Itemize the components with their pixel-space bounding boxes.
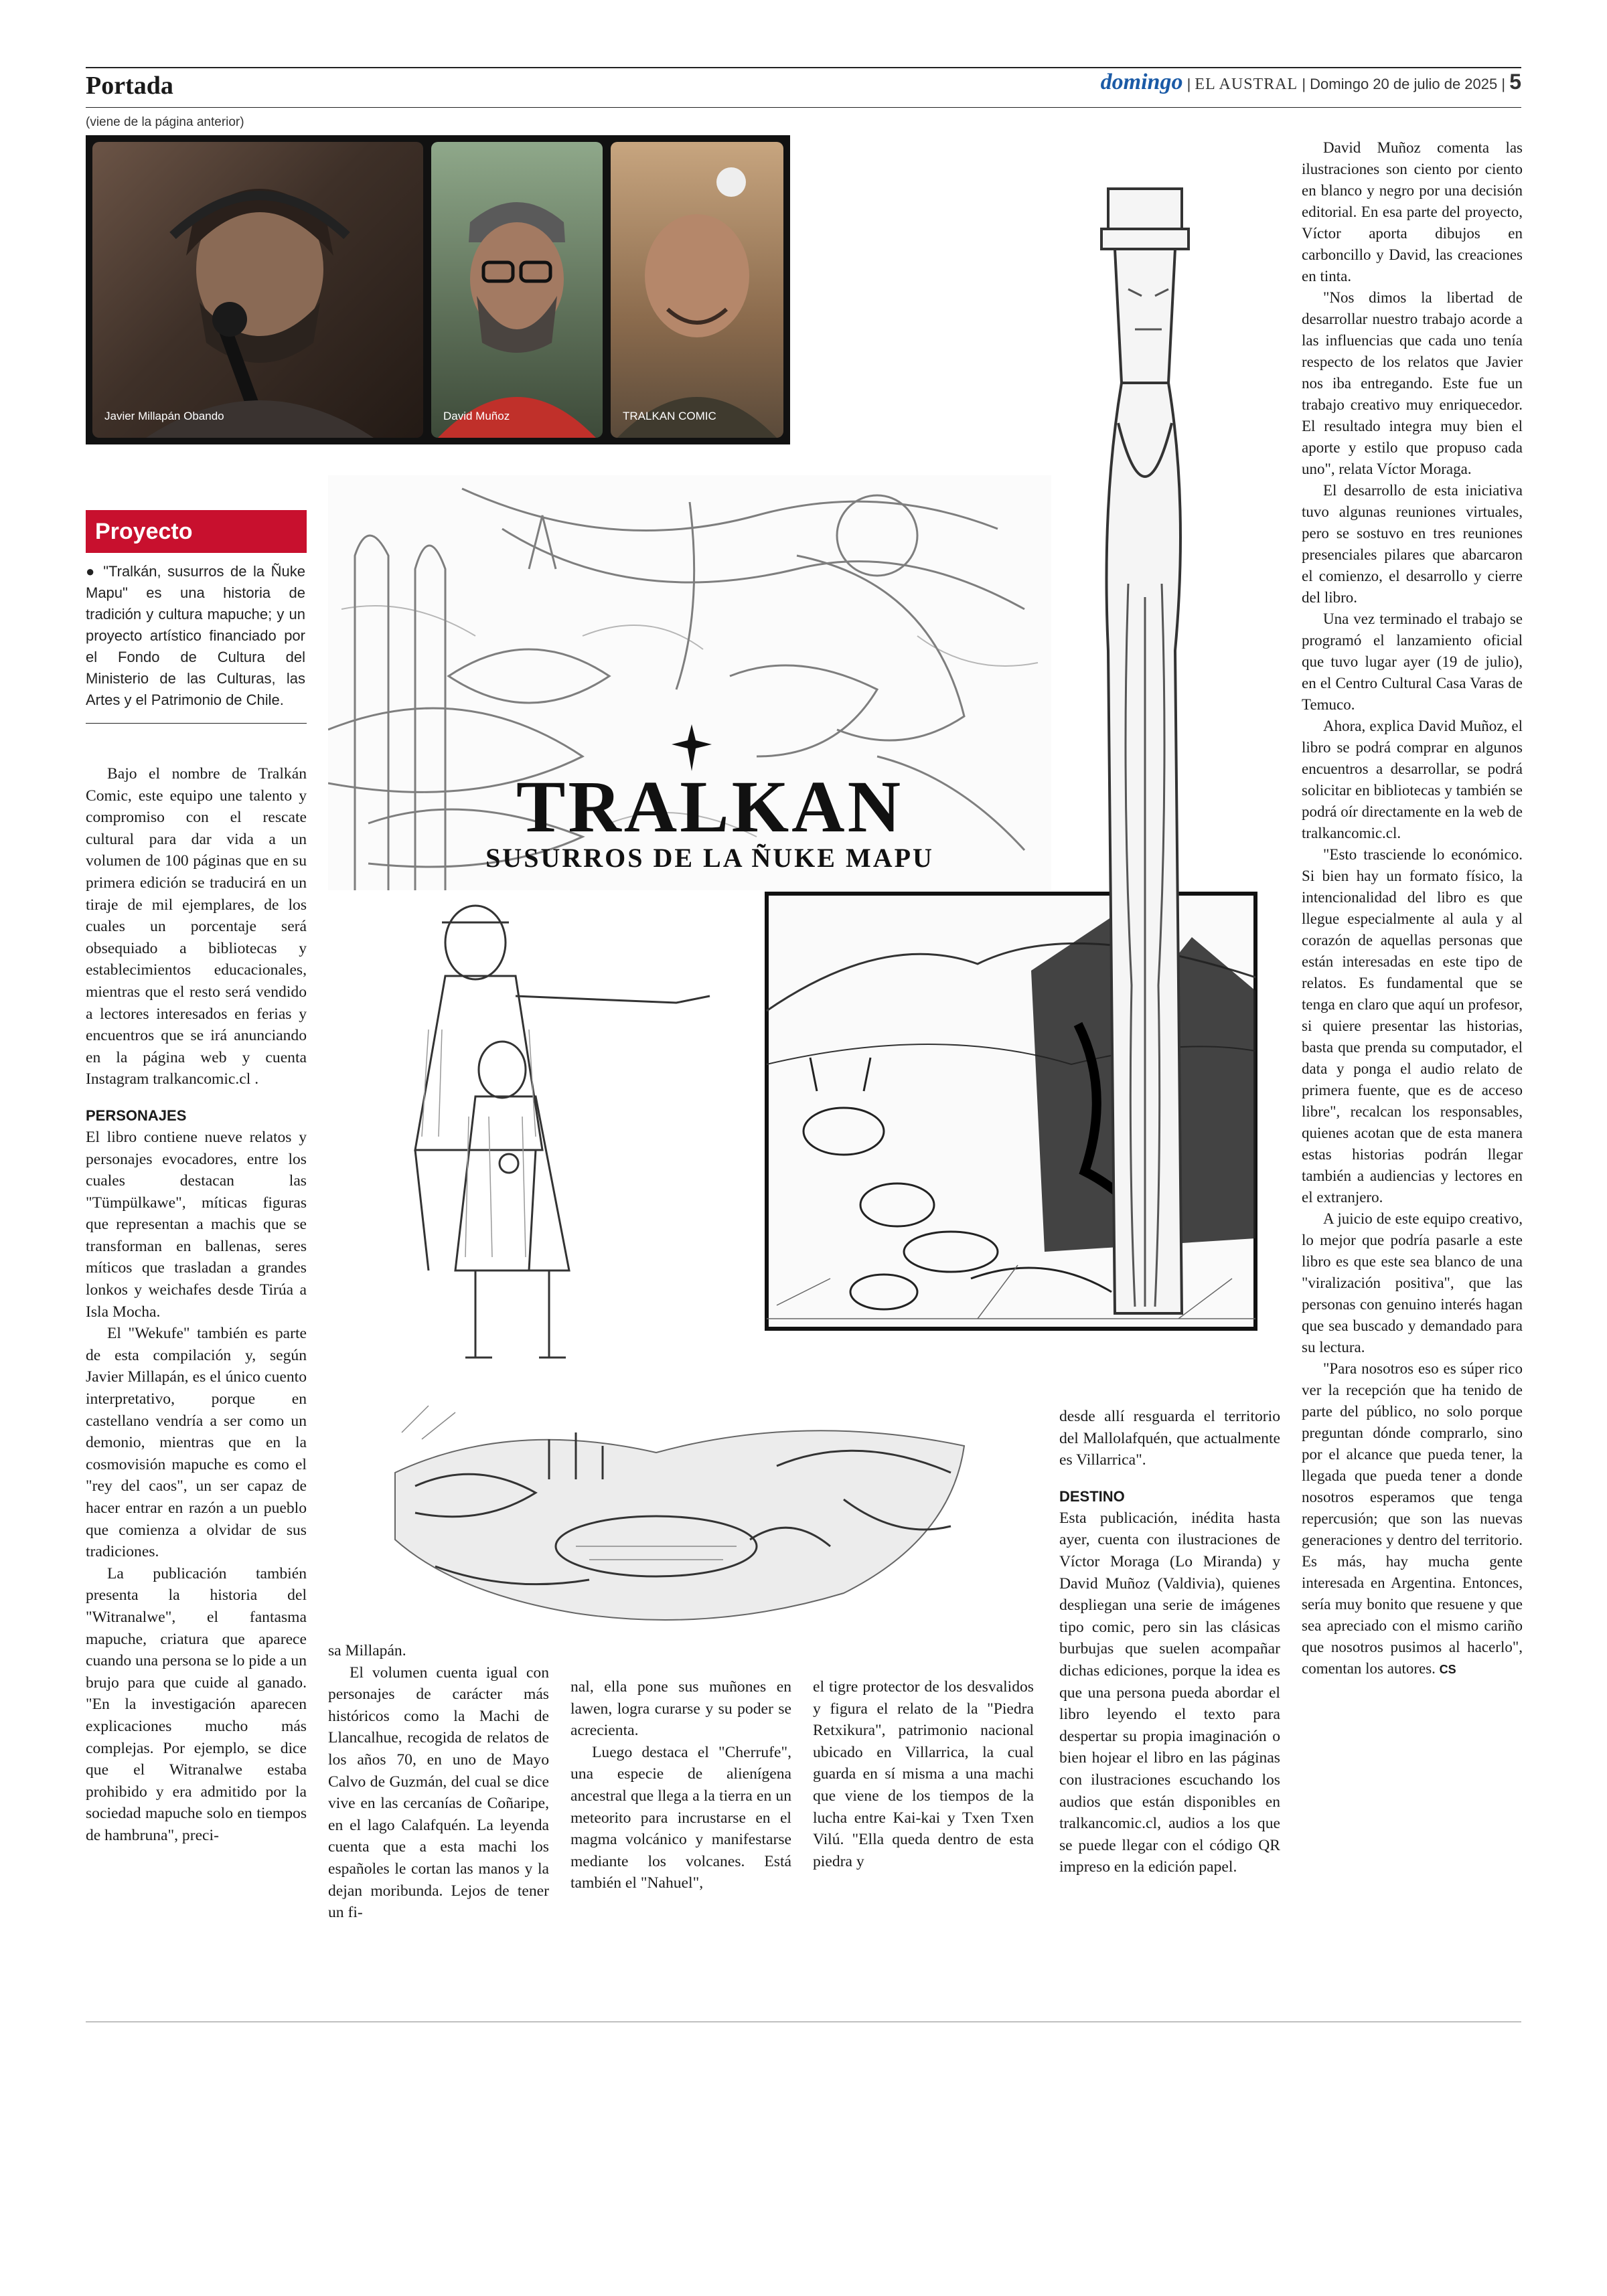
- photo-caption: David Muñoz: [443, 410, 510, 422]
- proyecto-box-title: Proyecto: [86, 510, 307, 553]
- person-portrait-icon: [92, 142, 423, 438]
- book-title-block: [469, 710, 951, 884]
- subheading-personajes: PERSONAJES: [86, 1106, 187, 1124]
- article-column-4: [813, 1676, 1034, 1872]
- subheading-destino: DESTINO: [1059, 1487, 1125, 1505]
- header-top-rule: [86, 67, 1521, 68]
- person-portrait-icon: [611, 142, 783, 438]
- paragraph: El desarrollo de esta iniciativa tuvo algunas reuniones virtuales, pero se sostuvo en tres reuniones presenciales pilares que abarcaron el comienzo, el desarrollo y cierre del libro.: [1302, 482, 1523, 606]
- photo-caption: TRALKAN COMIC: [623, 410, 716, 422]
- photo-david: [431, 142, 603, 438]
- person-portrait-icon: [431, 142, 603, 438]
- paragraph: El "Wekufe" también es parte de esta compilación y, según Javier Millapán, es el único cuento interpretativo, porque en castellano vendría a ser como un demonio, mientras que en la cosmovisión mapuche es como el "rey del caos", un ser capaz de hacer entrar en razón a un pueblo que comienza a olvidar de sus tradiciones.: [86, 1325, 307, 1561]
- issue-date: Domingo 20 de julio de 2025: [1310, 76, 1498, 92]
- paragraph: Esta publicación, inédita hasta ayer, cuenta con ilustraciones de Víctor Moraga (Lo Miranda) y David Muñoz (Valdivia), quienes despliegan una serie de imágenes tipo comic, pero sin las clásicas burbujas que suelen acompañar dichas ediciones, porque la idea es que una persona pueda abordar el libro leyendo el texto para despertar su propia imaginación o bien hojear el libro en las páginas con ilustraciones escuchando los audios que están disponibles en tralkancomic.cl, audios a los que se puede llegar con el código QR impreso en la edición papel.: [1059, 1509, 1280, 1876]
- page-number: 5: [1509, 70, 1521, 94]
- proyecto-box-text: ● "Tralkán, susurros de la Ñuke Mapu" es una historia de tradición y cultura mapuche; y un proyecto artístico financiado por el Fondo de Cultura del Ministerio de las Culturas, las Artes y el Patrimonio de Chile.: [86, 563, 305, 708]
- paragraph: David Muñoz comenta las ilustraciones son ciento por ciento en blanco y negro por una decisión editorial. En esa parte del proyecto, Víctor aporta dibujos en carboncillo y David, las creaciones en tinta.: [1302, 139, 1523, 284]
- paragraph: El volumen cuenta igual con personajes de carácter más históricos como la Machi de Llancalhue, recogida de relatos de los años 70, en uno de Mayo Calvo de Guzmán, del cual se dice vive en las cercanías de Coñaripe, en el lago Calafquén. La leyenda cuenta que a esta machi los españoles le cortan las manos y la dejan moribunda. Lejos de tener un fi-: [328, 1663, 549, 1922]
- brand-logo: domingo: [1100, 70, 1183, 94]
- paragraph: nal, ella pone sus muñones en lawen, logra curarse y su poder se acrecienta.: [570, 1678, 791, 1740]
- article-column-5: [1059, 1406, 1280, 1878]
- section-title: Portada: [86, 72, 173, 100]
- paragraph: sa Millapán.: [328, 1642, 406, 1659]
- chemamull-totem-illustration: [1081, 182, 1209, 1320]
- whale-procession-illustration: [375, 1392, 978, 1633]
- paragraph: el tigre protector de los desvalidos y figura el relato de la "Piedra Retxikura", patrimonio nacional ubicado en Villarrica, la cual guarda en sí misma a una machi que viene de los tiempos de la lucha entre Kai-kai y Txen Txen Vilú. "Ella queda dentro de esta piedra y: [813, 1678, 1034, 1870]
- photo-tralkan: [611, 142, 783, 438]
- paragraph: "Nos dimos la libertad de desarrollar nuestro trabajo acorde a las influencias que cada uno tenía respecto de los relatos que Javier nos iba entregando. Este fue un trabajo creativo muy enriquecedor. El resultado integra muy bien el aporte y estilo que propuso cada uno", relata Víctor Moraga.: [1302, 289, 1523, 477]
- header-bottom-rule: [86, 107, 1521, 108]
- paragraph: Ahora, explica David Muñoz, el libro se podrá comprar en algunos encuentros a desarrollar, se podrá solicitar en bibliotecas y también se podrá oír directamente en la web de tralkancomic.cl.: [1302, 718, 1523, 841]
- lonko-and-child-illustration: [375, 896, 723, 1364]
- article-column-2: [328, 1640, 549, 1924]
- continued-note: (viene de la página anterior): [86, 115, 244, 129]
- paragraph: "Esto trasciende lo económico. Si bien hay un formato físico, la intencionalidad del libro es que llegue especialmente al aula y al corazón de aquellas personas que están interesadas en este tipo de relatos. Es fundamental que se tenga en claro que aquí un profesor, si quiere presentar las historias, basta que prenda su computador, el data y ponga el audio relato de primera fuente, que es de acceso libre", recalcan los responsables, quienes acotan que de esta manera estas historias podrán llegar también a audiencias y lectores en el extranjero.: [1302, 846, 1523, 1206]
- video-call-screenshot: [86, 135, 790, 444]
- photo-javier: [92, 142, 423, 438]
- bullet-icon: ●: [86, 563, 104, 580]
- paragraph: Luego destaca el "Cherrufe", una especie de alienígena ancestral que llega a la tierra en un meteorito para incrustarse en el magma volcánico y manifestarse mediante los volcanes. Está también el "Nahuel",: [570, 1743, 791, 1892]
- paragraph: "Para nosotros eso es súper rico ver la recepción que ha tenido de parte del público, no solo porque preguntan dónde comprarlo, sino por el alcance que pueda tener, la llegada que pueda tener a donde nosotros esperamos que tenga repercusión; que son las nuevas generaciones y dentro del territorio. Es más, hay mucha gente interesada en Argentina. Entonces, sería muy bonito que resuene y que sea apreciado con el mismo cariño que nosotros pusimos al hacerlo", comentan los autores. CS: [1302, 1360, 1523, 1677]
- paragraph: Bajo el nombre de Tralkán Comic, este equipo une talento y compromiso con el rescate cultural para dar vida a un volumen de 100 páginas que en su primera edición se traducirá en un tiraje de mil ejemplares, de los cuales un porcentaje será obsequiado a bibliotecas y establecimientos educacionales, mientras que el resto será vendido a lectores interesados en ferias y encuentros que se irá anunciando en la página web y cuenta Instagram tralkancomic.cl .: [86, 765, 307, 1088]
- paragraph: Una vez terminado el trabajo se programó el lanzamiento oficial que tuvo lugar ayer (19 de julio), en el Centro Cultural Casa Varas de Temuco.: [1302, 610, 1523, 713]
- box-bottom-rule: [86, 723, 307, 724]
- masthead: domingo | EL AUSTRAL | Domingo 20 de julio de 2025 | 5: [1100, 70, 1521, 94]
- paragraph: A juicio de este equipo creativo, lo mejor que podría pasarle a este libro es que este sea blanco de una "viralización positiva", que las personas con genuino interés hagan que sea buscado y demandado para su lectura.: [1302, 1210, 1523, 1356]
- article-column-3: [570, 1676, 791, 1894]
- article-column-1: [86, 763, 307, 1847]
- book-title: TRALKAN: [516, 766, 904, 847]
- paragraph: La publicación también presenta la historia del "Witranalwe", el fantasma mapuche, criatura que aparece cuando una persona se lo pide a un brujo para que cuide al ganado. "En la investigación aparecen explicaciones mucho más complejas. Por ejemplo, se dice que el Witranalwe estaba prohibido y era admitido por la sociedad mapuche solo en tiempos de hambruna", preci-: [86, 1564, 307, 1844]
- end-mark-icon: CS: [1439, 1663, 1456, 1676]
- paragraph: desde allí resguarda el territorio del Mallolafquén, que actualmente es Villarrica".: [1059, 1408, 1280, 1469]
- photo-caption: Javier Millapán Obando: [104, 410, 224, 422]
- newspaper-name: EL AUSTRAL: [1195, 76, 1298, 93]
- paragraph: El libro contiene nueve relatos y personajes evocadores, entre los cuales destacan las "Tümpülkawe", míticas figuras que representan a machis que se transforman en ballenas, seres míticos que trasladan a grandes lonkos y weichafes desde Tirúa a Isla Mocha.: [86, 1128, 307, 1321]
- book-subtitle: SUSURROS DE LA ÑUKE MAPU: [485, 843, 934, 873]
- article-column-6: [1302, 137, 1523, 1680]
